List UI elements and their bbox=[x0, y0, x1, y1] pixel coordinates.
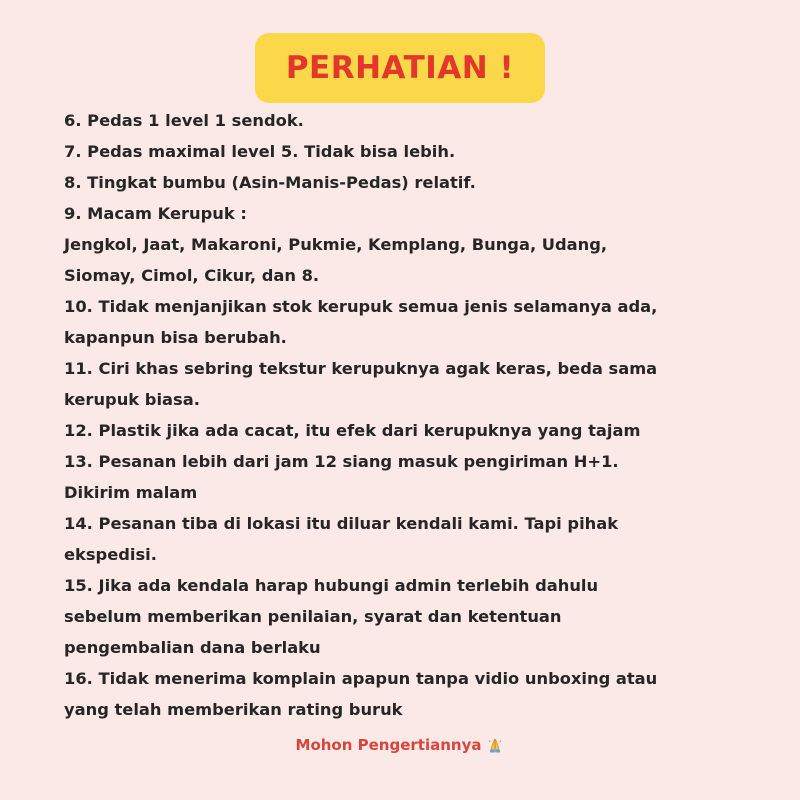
rule-line: ekspedisi. bbox=[64, 545, 157, 564]
rule-line: 9. Macam Kerupuk : bbox=[64, 204, 247, 223]
rule-line: 8. Tingkat bumbu (Asin-Manis-Pedas) relatif. bbox=[64, 173, 476, 192]
rule-line: sebelum memberikan penilaian, syarat dan ketentuan bbox=[64, 607, 562, 626]
rule-line: 6. Pedas 1 level 1 sendok. bbox=[64, 111, 304, 130]
rule-line: 7. Pedas maximal level 5. Tidak bisa lebih. bbox=[64, 142, 456, 161]
rule-line: 10. Tidak menjanjikan stok kerupuk semua jenis selamanya ada, bbox=[64, 297, 658, 316]
rule-line: kapanpun bisa berubah. bbox=[64, 328, 287, 347]
rule-line: kerupuk biasa. bbox=[64, 390, 200, 409]
page-title: PERHATIAN ! bbox=[285, 50, 515, 86]
rules-list bbox=[64, 105, 764, 725]
footer-text: Mohon Pengertiannya bbox=[295, 736, 482, 754]
rule-line: 14. Pesanan tiba di lokasi itu diluar kendali kami. Tapi pihak bbox=[64, 514, 619, 533]
rule-line: Dikirim malam bbox=[64, 483, 198, 502]
rule-line: 11. Ciri khas sebring tekstur kerupuknya agak keras, beda sama bbox=[64, 359, 658, 378]
rule-line: 13. Pesanan lebih dari jam 12 siang masuk pengiriman H+1. bbox=[64, 452, 619, 471]
rule-line: 16. Tidak menerima komplain apapun tanpa vidio unboxing atau bbox=[64, 669, 658, 688]
rule-line: pengembalian dana berlaku bbox=[64, 638, 321, 657]
title-badge bbox=[255, 33, 545, 103]
rule-line: yang telah memberikan rating buruk bbox=[64, 700, 403, 719]
rule-line: Jengkol, Jaat, Makaroni, Pukmie, Kemplang, Bunga, Udang, bbox=[64, 235, 608, 254]
rule-line: 15. Jika ada kendala harap hubungi admin terlebih dahulu bbox=[64, 576, 599, 595]
praying-hands-icon bbox=[486, 736, 504, 754]
footer bbox=[0, 736, 800, 754]
rule-line: 12. Plastik jika ada cacat, itu efek dari kerupuknya yang tajam bbox=[64, 421, 641, 440]
rule-line: Siomay, Cimol, Cikur, dan 8. bbox=[64, 266, 320, 285]
